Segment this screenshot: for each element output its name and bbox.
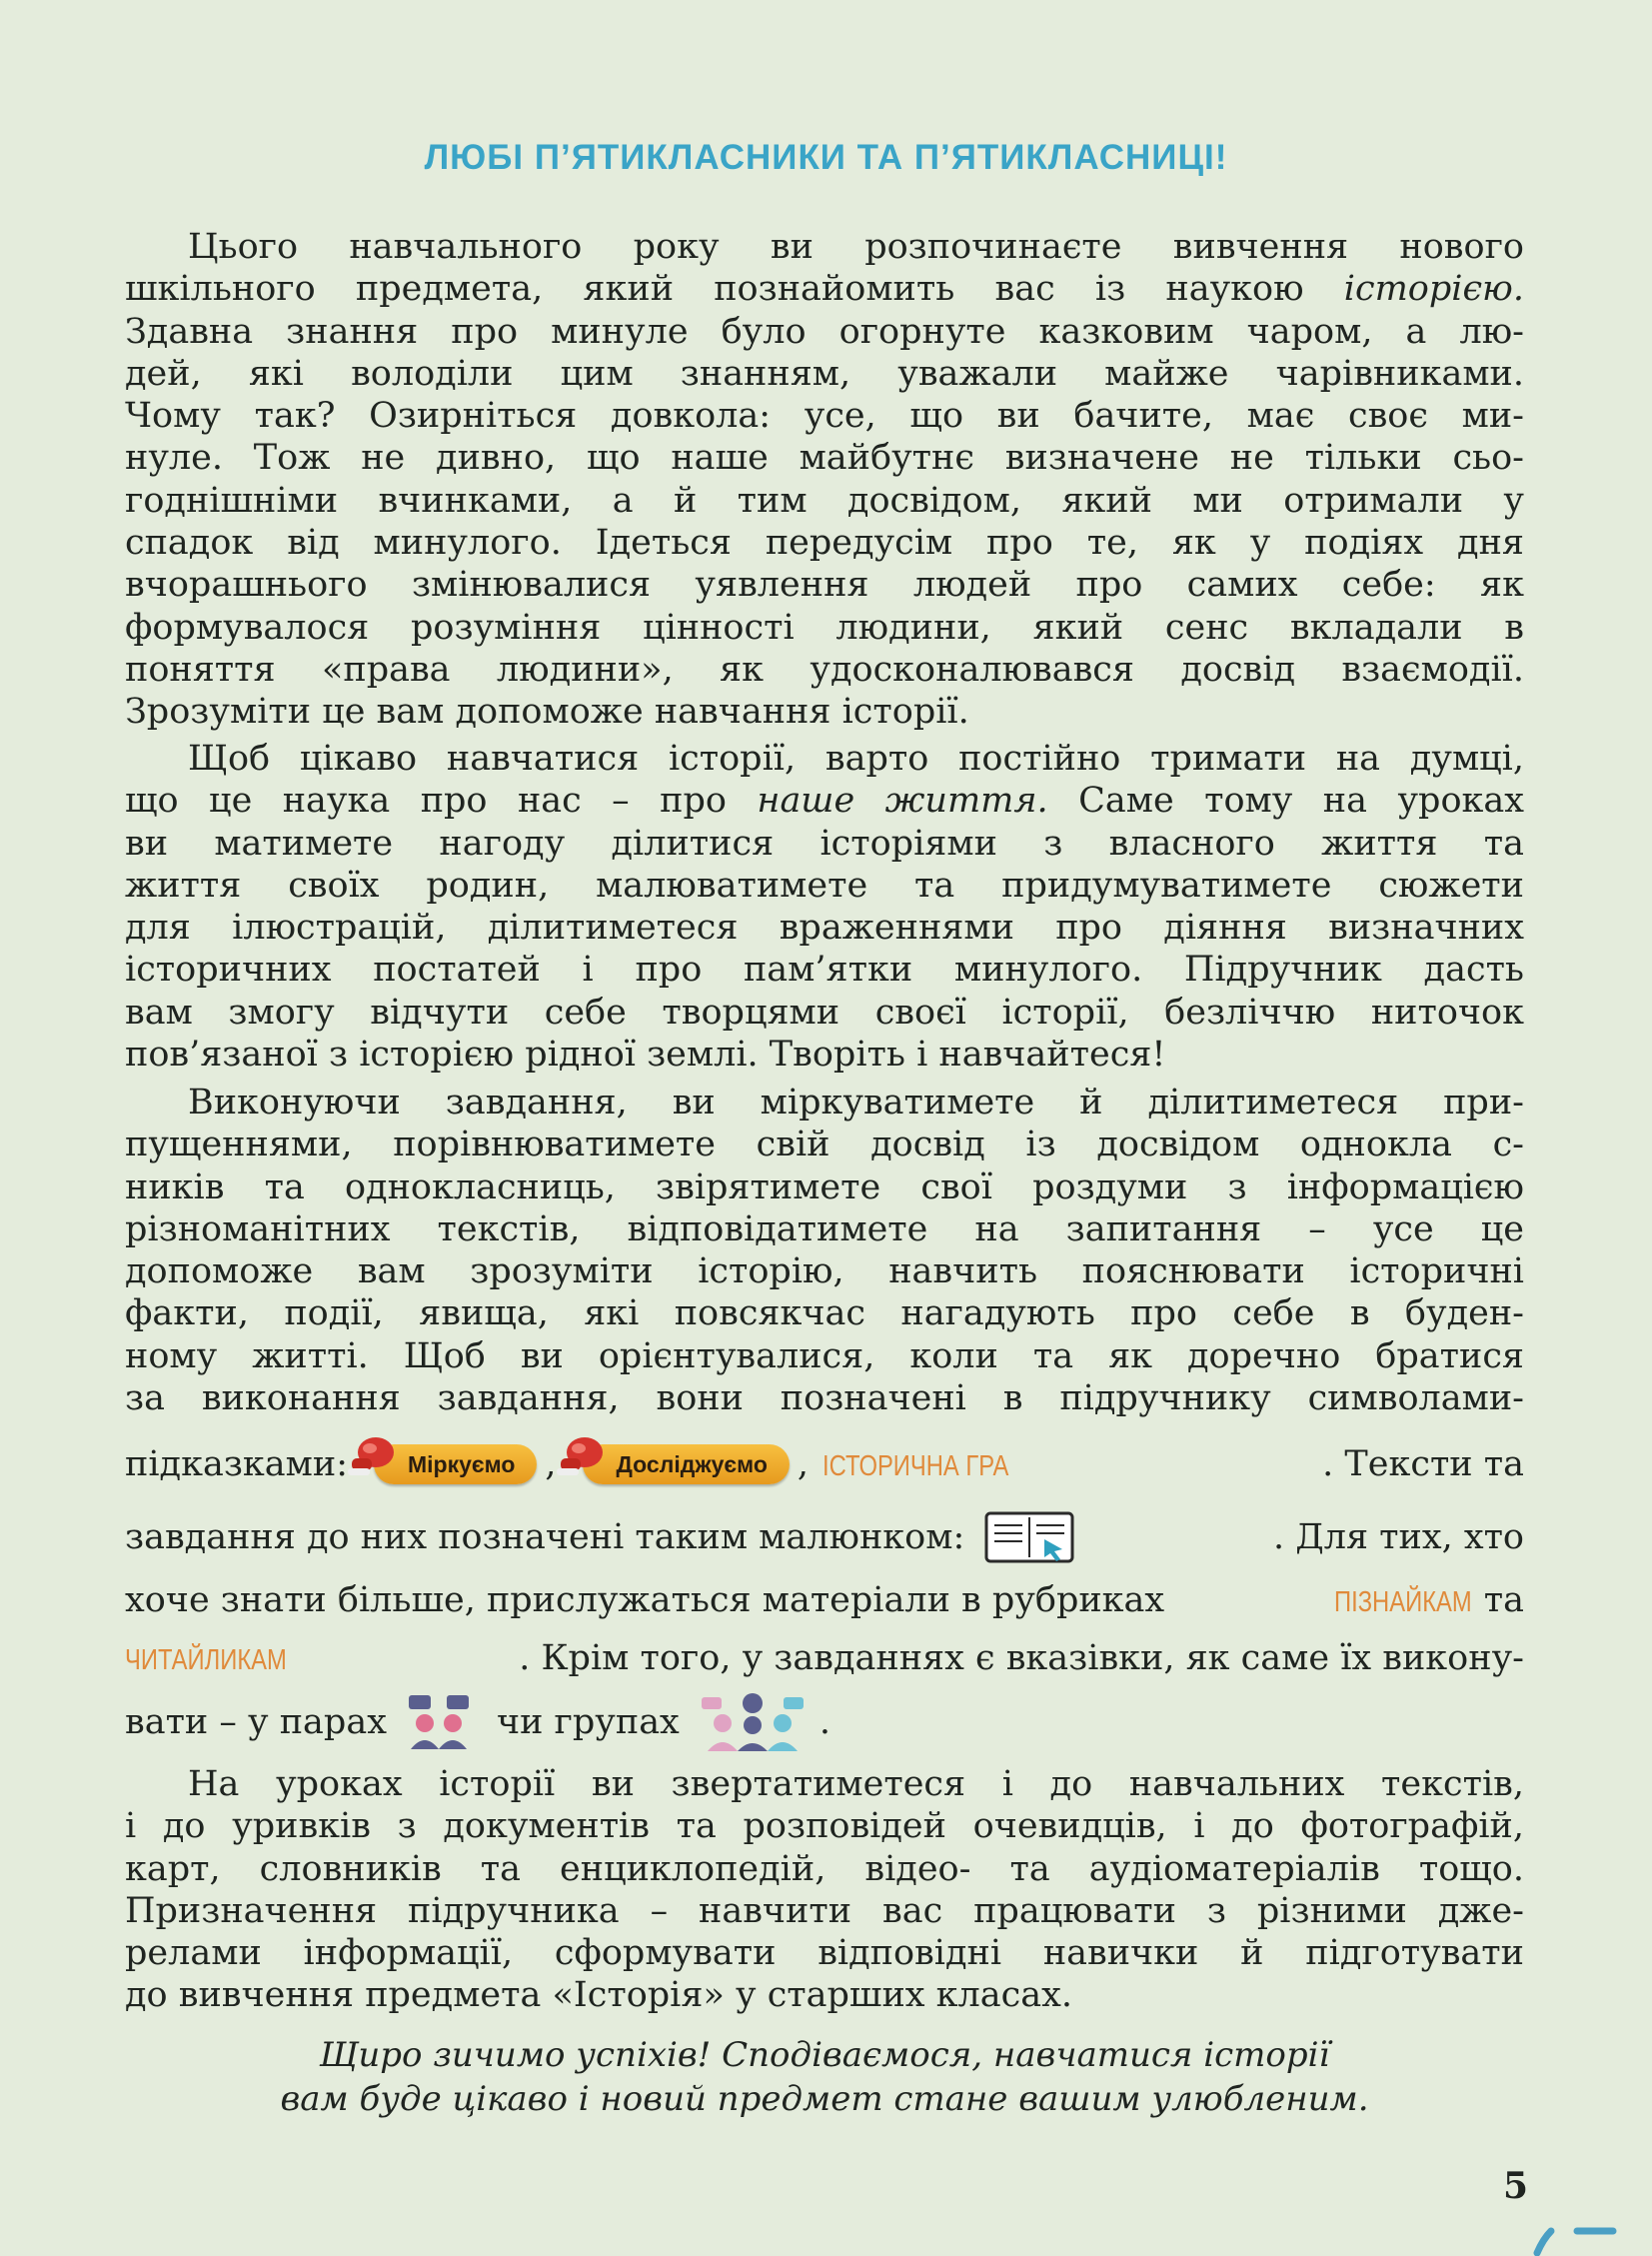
text-line: формувалося розуміння цінності людини, який сенс вкладали в	[125, 607, 1524, 648]
open-book-icon	[984, 1511, 1074, 1563]
text-line: різноманітних текстів, відповідатимете на запитання – усе це	[125, 1208, 1524, 1249]
rubric-game-wrap	[823, 1444, 1007, 1484]
page-title: ЛЮБІ П’ЯТИКЛАСНИКИ ТА П’ЯТИКЛАСНИЦІ!	[424, 138, 1228, 177]
text-line: Щоб цікаво навчатися історії, варто постійно тримати на думці,	[188, 739, 1524, 779]
tasks-line	[125, 1509, 1524, 1565]
text-line: вам змогу відчути себе творцями своєї історії, безліччю ниточок	[125, 992, 1524, 1033]
rubric-read-wrap	[125, 1638, 287, 1678]
paragraph-tasks	[125, 1082, 1524, 1419]
boxing-glove-icon	[346, 1434, 398, 1478]
pairs-line	[125, 1689, 1524, 1755]
hints-suffix: . Тексти та	[1322, 1444, 1524, 1484]
text-line: карт, словників та енциклопедій, відео- та аудіоматеріалів тощо.	[125, 1848, 1524, 1889]
text-line: Здавна знання про минуле було огорнуте казковим чаром, а лю-	[125, 311, 1524, 352]
text-line: На уроках історії ви звертатиметеся і до навчальних текстів,	[188, 1764, 1524, 1804]
separator-comma: ,	[797, 1444, 810, 1484]
text-line: годнішніми вчинками, а й тим досвідом, який ми отримали у	[125, 480, 1524, 521]
text-line: факти, події, явища, які повсякчас нагадують про себе в буден-	[125, 1293, 1524, 1334]
italic-phrase: наше життя.	[757, 781, 1048, 822]
hint-badge-think: Міркуємо	[374, 1444, 537, 1484]
instructions-text: . Крім того, у завданнях є вказівки, як саме їх викону-	[519, 1638, 1524, 1678]
pairs-prefix: вати – у парах	[125, 1702, 387, 1742]
rubric-know-wrap	[1334, 1580, 1484, 1620]
text-line: релами інформації, сформувати відповідні навички й підготувати	[125, 1933, 1524, 1974]
text-line: ви матимете нагоду ділитися історіями з власного життя та	[125, 823, 1524, 864]
tasks-suffix: . Для тих, хто	[1273, 1517, 1524, 1557]
rubric-for-curious: ПІЗНАЙКАМ	[1333, 1586, 1472, 1618]
text-line: за виконання завдання, вони позначені в підручнику символами-	[125, 1378, 1524, 1419]
text-line: і до уривків з документів та розповідей очевидців, і до фотографій,	[125, 1806, 1524, 1847]
text-line: спадок від минулого. Ідеться передусім про те, як у подіях дня	[125, 523, 1524, 564]
closing-wishes	[125, 2033, 1524, 2121]
text-line: життя своїх родин, малюватимете та придумуватимете сюжети	[125, 865, 1524, 906]
italic-word: історією.	[1343, 269, 1524, 310]
text-line: пущеннями, порівнюватимете свій досвід із досвідом однокла с-	[125, 1125, 1524, 1165]
text-line: дей, які володіли цим знанням, уважали майже чарівниками.	[125, 353, 1524, 394]
text-line: шкільного предмета, який познайомить вас із наукою історією.	[125, 269, 1524, 310]
more-suffix: та	[1483, 1580, 1524, 1620]
text-line: нуле. Тож не дивно, що наше майбутнє визначене не тільки сьо-	[125, 438, 1524, 479]
text-line: для ілюстрацій, ділитиметеся враженнями про діяння визначних	[125, 908, 1524, 949]
tasks-prefix: завдання до них позначені таким малюнком:	[125, 1517, 965, 1557]
text-line: поняття «права людини», як удосконалювався досвід взаємодії.	[125, 649, 1524, 690]
text-line: до вивчення предмета «Історія» у старших класах.	[125, 1975, 1072, 2016]
separator-comma: ,	[545, 1444, 557, 1484]
text-line: Чому так? Озирніться довкола: усе, що ви бачите, має своє ми-	[125, 396, 1524, 437]
hints-prefix: підказками:	[125, 1444, 348, 1484]
text-line: Зрозуміти це вам допоможе навчання історії.	[125, 692, 969, 733]
corner-decoration	[1529, 2219, 1639, 2256]
text-line: Виконуючи завдання, ви міркуватимете й ділитиметеся при-	[188, 1083, 1524, 1123]
paragraph-intro	[125, 226, 1524, 734]
hint-badge-research: Досліджуємо	[583, 1444, 790, 1484]
boxing-glove-icon	[555, 1434, 607, 1478]
text-line: історичних постатей і про пам’ятки минулого. Підручник дасть	[125, 950, 1524, 991]
rubric-for-readers: ЧИТАЙЛИКАМ	[125, 1644, 287, 1676]
page-number: 5	[1503, 2165, 1529, 2207]
pair-work-icon	[405, 1691, 475, 1753]
reading-line	[125, 1633, 1524, 1683]
closing-line: вам буде цікаво і новий предмет стане вашим улюбленим.	[280, 2079, 1369, 2119]
hints-line	[125, 1439, 1524, 1489]
text-line: пов’язаної з історією рідної землі. Творіть і навчайтеся!	[125, 1035, 1166, 1076]
text-line: що це наука про нас – про наше життя. Саме тому на уроках	[125, 781, 1524, 822]
text-line: вчорашнього змінювалися уявлення людей про самих себе: як	[125, 565, 1524, 606]
text-line: Призначення підручника – навчити вас працювати з різними дже-	[125, 1890, 1524, 1931]
text-line: Цього навчального року ви розпочинаєте вивчення нового	[188, 227, 1524, 267]
text-line: ному житті. Щоб ви орієнтувалися, коли та як доречно братися	[125, 1335, 1524, 1376]
group-work-icon	[698, 1691, 808, 1753]
more-line	[125, 1575, 1524, 1625]
rubric-historical-game: ІСТОРИЧНА ГРА	[823, 1450, 1009, 1482]
closing-line: Щиро зичимо успіхів! Сподіваємося, навчатися історії	[319, 2035, 1330, 2075]
text-line: допоможе вам зрозуміти історію, навчить пояснювати історичні	[125, 1251, 1524, 1292]
paragraph-history	[125, 738, 1524, 1076]
more-prefix: хоче знати більше, прислужаться матеріали в рубриках	[125, 1580, 1165, 1620]
pairs-suffix: .	[819, 1702, 830, 1742]
text-line: ників та однокласниць, звірятимете свої роздуми з інформацією	[125, 1166, 1524, 1207]
pairs-mid: чи групах	[496, 1702, 680, 1742]
paragraph-sources	[125, 1763, 1524, 2017]
